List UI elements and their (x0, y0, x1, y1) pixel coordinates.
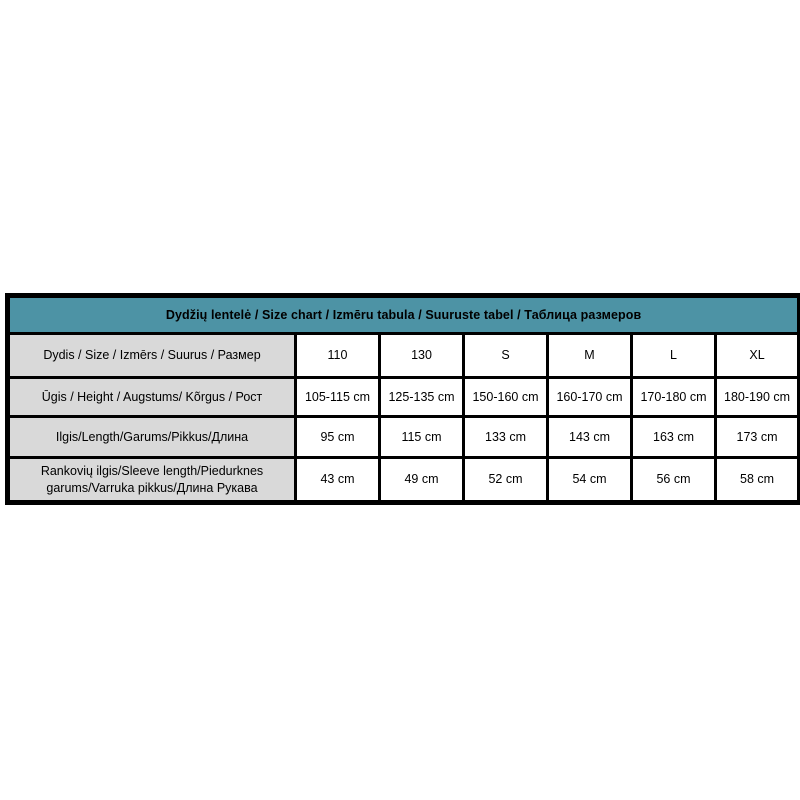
length-value-110: 95 cm (296, 417, 380, 458)
size-value-l: L (632, 334, 716, 378)
length-value-130: 115 cm (380, 417, 464, 458)
table-row-height (8, 378, 800, 417)
size-value-110: 110 (296, 334, 380, 378)
height-value-130: 125-135 cm (380, 378, 464, 417)
size-value-m: M (548, 334, 632, 378)
height-value-xl: 180-190 cm (716, 378, 800, 417)
row-label-sleeve-length: Rankovių ilgis/Sleeve length/Piedurknes garums/Varruka pikkus/Длина Рукава (8, 458, 296, 503)
row-label-size: Dydis / Size / Izmērs / Suurus / Размер (8, 334, 296, 378)
table-row-length (8, 417, 800, 458)
length-value-xl: 173 cm (716, 417, 800, 458)
table-row-size (8, 334, 800, 378)
size-chart-table (5, 293, 800, 505)
row-label-height: Ūgis / Height / Augstums/ Kõrgus / Рост (8, 378, 296, 417)
sleeve-value-xl: 58 cm (716, 458, 800, 503)
length-value-m: 143 cm (548, 417, 632, 458)
row-label-length: Ilgis/Length/Garums/Pikkus/Длина (8, 417, 296, 458)
table-title-row (8, 296, 800, 334)
height-value-l: 170-180 cm (632, 378, 716, 417)
table-row-sleeve-length (8, 458, 800, 503)
height-value-m: 160-170 cm (548, 378, 632, 417)
sleeve-value-s: 52 cm (464, 458, 548, 503)
length-value-l: 163 cm (632, 417, 716, 458)
size-value-s: S (464, 334, 548, 378)
sleeve-value-110: 43 cm (296, 458, 380, 503)
size-value-130: 130 (380, 334, 464, 378)
size-value-xl: XL (716, 334, 800, 378)
size-chart-title: Dydžių lentelė / Size chart / Izmēru tabula / Suuruste tabel / Таблица размеров (8, 296, 800, 334)
height-value-s: 150-160 cm (464, 378, 548, 417)
sleeve-value-m: 54 cm (548, 458, 632, 503)
length-value-s: 133 cm (464, 417, 548, 458)
sleeve-value-l: 56 cm (632, 458, 716, 503)
sleeve-value-130: 49 cm (380, 458, 464, 503)
height-value-110: 105-115 cm (296, 378, 380, 417)
